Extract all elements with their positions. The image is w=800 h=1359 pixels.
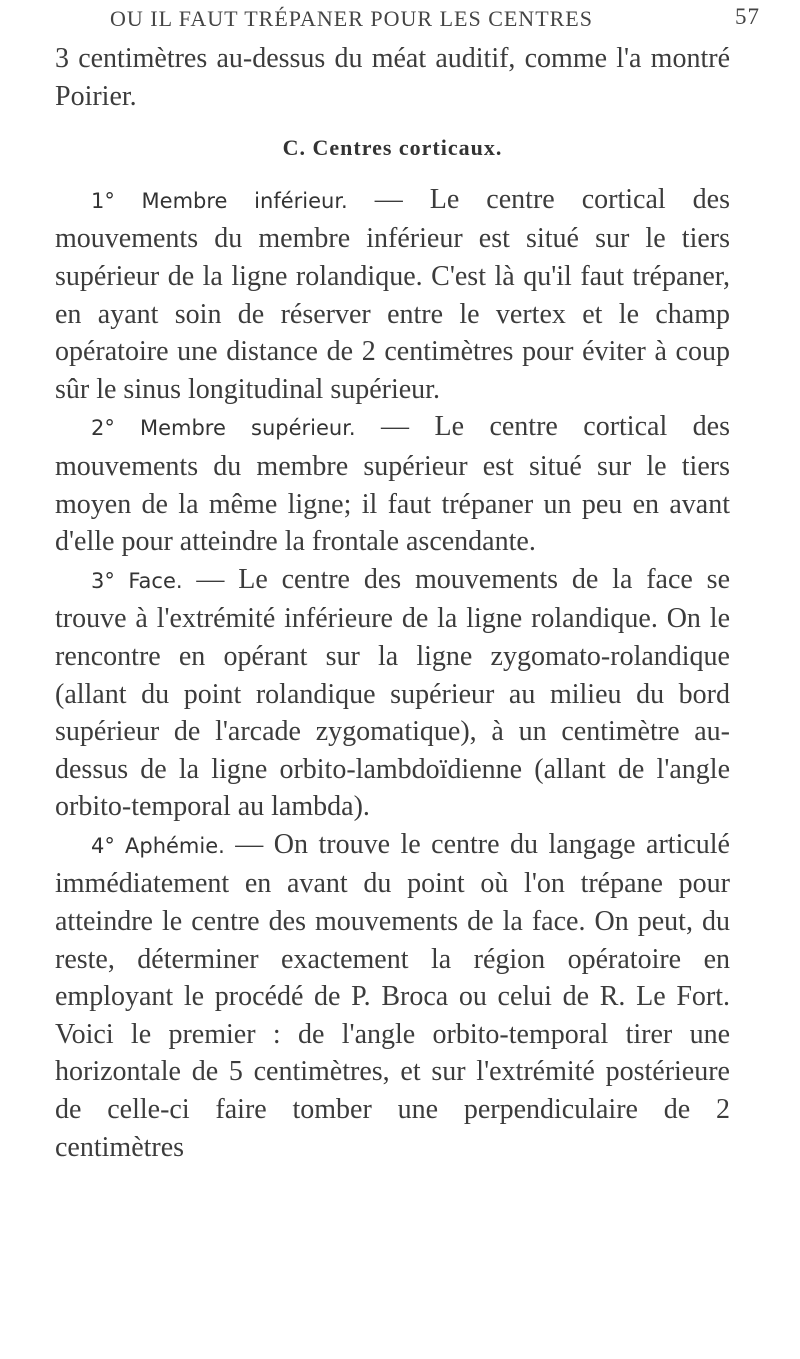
intro-paragraph: 3 centimètres au-dessus du méat auditif, comme l'a montré Poirier. <box>55 43 730 112</box>
paragraph-face <box>55 561 730 826</box>
paragraph-membre-inferieur <box>55 181 730 409</box>
page-number: 57 <box>735 4 760 29</box>
item-label-face: 3° Face. <box>91 568 183 593</box>
running-head-title: OU IL FAUT TRÉPANER POUR LES CENTRES <box>110 6 593 31</box>
item-label-membre-superieur: 2° Membre supérieur. <box>91 416 356 441</box>
running-head <box>110 4 760 38</box>
item-text-membre-superieur: — Le centre cortical des mouvements du membre supérieur est situé sur le tiers moyen de la même ligne; il faut trépaner un peu en avant d'elle pour atteindre la frontale ascendante. <box>55 411 730 558</box>
item-text-face: — Le centre des mouvements de la face se trouve à l'extrémité inférieure de la ligne rolandique. On le rencontre en opérant sur la ligne zygomato-rolandique (allant du point rolandique supérieur au milieu du bord supérieur de l'arcade zygomatique), à un centimètre au-dessus de la ligne orbito-lambdoïdienne (allant de l'angle orbito-temporal au lambda). <box>55 563 730 823</box>
item-text-aphemie: — On trouve le centre du langage articulé immédiatement en avant du point où l'on trépane pour atteindre le centre des mouvements de la face. On peut, du reste, déterminer exactement la région opératoire en employant le procédé de P. Broca ou celui de R. Le Fort. Voici le premier : de l'angle orbito-temporal tirer une horizontale de 5 centimètres, et sur l'extrémité postérieure de celle-ci faire tomber une perpendiculaire de 2 centimètres <box>55 828 730 1163</box>
section-heading: C. Centres corticaux. <box>282 135 503 161</box>
item-label-membre-inferieur: 1° Membre inférieur. <box>91 188 348 213</box>
item-label-aphemie: 4° Aphémie. <box>91 833 225 858</box>
paragraph-membre-superieur <box>55 408 730 560</box>
paragraph-aphemie <box>55 826 730 1166</box>
body-text <box>55 40 730 1166</box>
item-text-membre-inferieur: — Le centre cortical des mouvements du membre inférieur est situé sur le tiers supérieur de la ligne rolandique. C'est là qu'il faut trépaner, en ayant soin de réserver entre le vertex et le champ opératoire une distance de 2 centimètres pour éviter à coup sûr le sinus longitudinal supérieur. <box>55 183 731 405</box>
